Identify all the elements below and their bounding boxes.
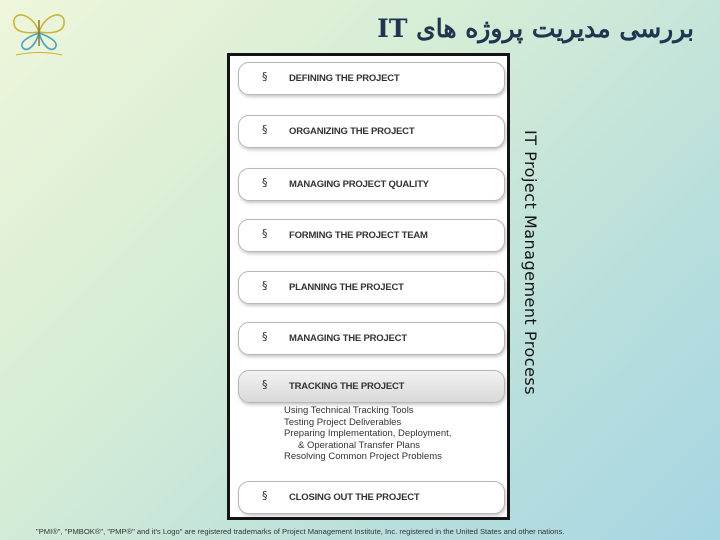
- step-planning: [238, 271, 505, 304]
- step-label: ORGANIZING THE PROJECT: [289, 126, 415, 137]
- butterfly-logo-icon: [6, 6, 72, 58]
- step-label: TRACKING THE PROJECT: [289, 381, 405, 392]
- slide-title: بررسی مدیریت پروژه های IT: [377, 14, 694, 43]
- bullet-icon: §: [262, 279, 268, 292]
- bullet-icon: §: [262, 227, 268, 240]
- step-tracking: [238, 370, 505, 403]
- bullet-icon: §: [262, 176, 268, 189]
- substep-item: Preparing Implementation, Deployment,: [284, 428, 452, 439]
- process-panel: [227, 53, 510, 520]
- bullet-icon: §: [262, 123, 268, 136]
- step-team: [238, 219, 505, 252]
- step-quality: [238, 168, 505, 201]
- step-label: FORMING THE PROJECT TEAM: [289, 230, 428, 241]
- step-label: DEFINING THE PROJECT: [289, 73, 400, 84]
- substep-item: Testing Project Deliverables: [284, 416, 402, 428]
- substep-item: & Operational Transfer Plans: [298, 439, 420, 451]
- step-organizing: [238, 115, 505, 148]
- substep-item: Resolving Common Project Problems: [284, 451, 442, 462]
- tracking-substeps: [284, 405, 494, 463]
- step-label: MANAGING THE PROJECT: [289, 333, 407, 344]
- step-label: MANAGING PROJECT QUALITY: [289, 179, 429, 190]
- bullet-icon: §: [262, 489, 268, 502]
- step-label: PLANNING THE PROJECT: [289, 282, 404, 293]
- substep-item: Using Technical Tracking Tools: [284, 405, 414, 416]
- step-label: CLOSING OUT THE PROJECT: [289, 492, 420, 503]
- step-managing: [238, 322, 505, 355]
- bullet-icon: §: [262, 330, 268, 343]
- vertical-title: IT Project Management Process: [521, 130, 540, 396]
- bullet-icon: §: [262, 378, 268, 391]
- step-defining: [238, 62, 505, 95]
- bullet-icon: §: [262, 70, 268, 83]
- footer-trademark: "PMI®", "PMBOK®", "PMP®" and it's Logo" are registered trademarks of Project Management Institute, Inc. registered in the United States and other nations.: [36, 527, 565, 536]
- step-closing: [238, 481, 505, 514]
